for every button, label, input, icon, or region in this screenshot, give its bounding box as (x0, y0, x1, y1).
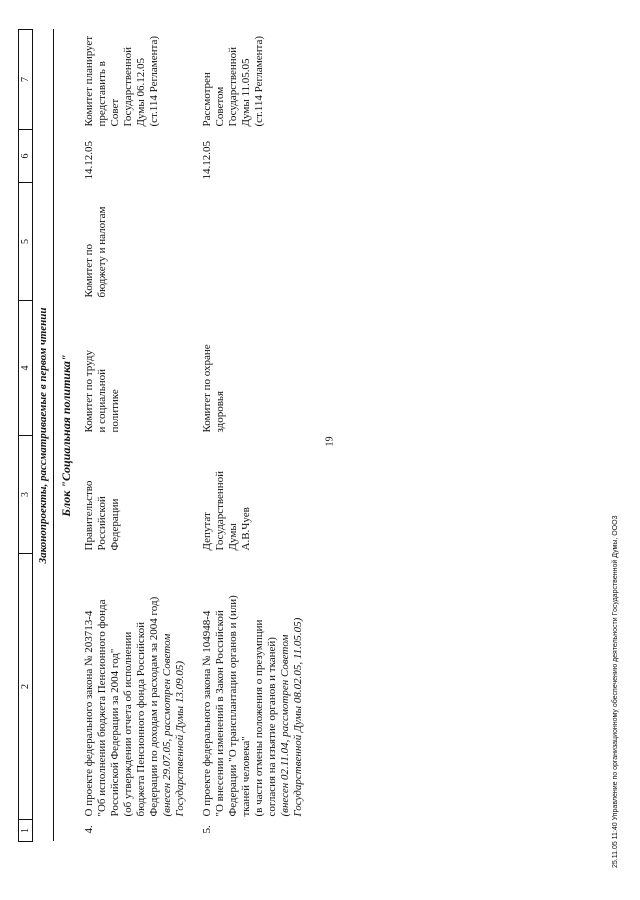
description-line: Федерации по доходам и расходам за 2004 год) (148, 596, 160, 817)
date-cell: 14.12.05 (201, 141, 213, 180)
status-line: представить в Совет (96, 61, 121, 127)
committee-line: Комитет по труду (83, 349, 95, 433)
status-line: Рассмотрен Советом (201, 72, 226, 127)
table-row (81, 30, 199, 842)
description-line: согласия на изъятие органов и тканей) (266, 637, 278, 817)
description-line: бюджета Пенсионного фонда Российской (135, 622, 147, 817)
column-number-row (19, 30, 33, 842)
status-line: Государственной (227, 46, 239, 127)
description-line: Российской Федерации за 2004 год" (109, 648, 121, 817)
co-executor-committee (199, 183, 317, 301)
responsible-committee (81, 301, 199, 436)
note-line: (внесен 02.11.04, рассмотрен Советом (279, 634, 291, 817)
description-line: (об утверждении отчета об исполнении (122, 631, 134, 817)
page-number: 19 (324, 436, 336, 447)
initiator (199, 436, 317, 554)
initiator (81, 436, 199, 554)
description-line: (в части отмены положения о презумпции (253, 619, 265, 817)
initiator-line: Думы (227, 523, 239, 551)
column-number: 6 (19, 130, 33, 183)
status-line: Государственной (122, 46, 134, 127)
status-line: (ст.114 Регламента) (253, 35, 265, 127)
initiator-line: Депутат (201, 512, 213, 551)
row-index: 5. (201, 825, 213, 834)
status-line: Думы 11.05.05 (240, 58, 252, 127)
initiator-line: Федерации (109, 498, 121, 551)
note-line: Государственной Думы 13.09.05) (174, 660, 186, 817)
description-line: тканей человека" (240, 736, 252, 817)
description-line: Федерации "О трансплантации органов и (или) (227, 595, 239, 817)
bill-description (199, 554, 317, 820)
column-number: 3 (19, 436, 33, 554)
description-line: О проекте федерального закона № 104948-4 (201, 610, 213, 817)
committee-line: бюджету и налогам (96, 206, 108, 298)
description-line: "Об исполнении бюджета Пенсионного фонда (96, 599, 108, 817)
initiator-line: Правительство (83, 480, 95, 551)
note-line: (внесен 29.07.05, рассмотрен Советом (161, 633, 173, 817)
note-line: Государственной Думы 08.02.05, 11.05.05) (292, 617, 304, 817)
status-line: Думы 06.12.05 (135, 58, 147, 127)
status-line: Комитет планирует (83, 35, 95, 127)
block-title: Блок "Социальная политика" (59, 354, 73, 517)
page-footer: 25.11.05 11:40 Управление по организационному обеспечению деятельности Государственной Думы, ООО3 (612, 515, 619, 868)
column-number: 2 (19, 554, 33, 820)
committee-line: Комитет по (83, 243, 95, 298)
date-cell: 14.12.05 (83, 141, 95, 180)
section-title: Законопроекты, рассматриваемые в первом чтении (33, 30, 54, 842)
table-row (199, 30, 317, 842)
column-number: 1 (19, 820, 33, 842)
status-cell (81, 30, 199, 130)
committee-line: Комитет по охране (201, 344, 213, 433)
description-line: "О внесении изменений в Закон Российской (214, 610, 226, 817)
bill-table-sheet (18, 30, 304, 842)
column-number: 7 (19, 30, 33, 130)
initiator-line: Российской (96, 496, 108, 551)
status-line: (ст.114 Регламента) (148, 35, 160, 127)
column-number: 5 (19, 183, 33, 301)
bill-description (81, 554, 199, 820)
initiator-line: Государственной (214, 470, 226, 551)
column-number: 4 (19, 301, 33, 436)
description-line: О проекте федерального закона № 203713-4 (83, 610, 95, 817)
committee-line: и социальной (96, 368, 108, 433)
co-executor-committee (81, 183, 199, 301)
responsible-committee (199, 301, 317, 436)
committee-line: политике (109, 389, 121, 433)
initiator-line: А.В.Чуев (240, 507, 252, 551)
status-cell (199, 30, 317, 130)
committee-line: здоровья (214, 390, 226, 433)
bill-table (18, 29, 317, 842)
row-index: 4. (83, 825, 95, 834)
